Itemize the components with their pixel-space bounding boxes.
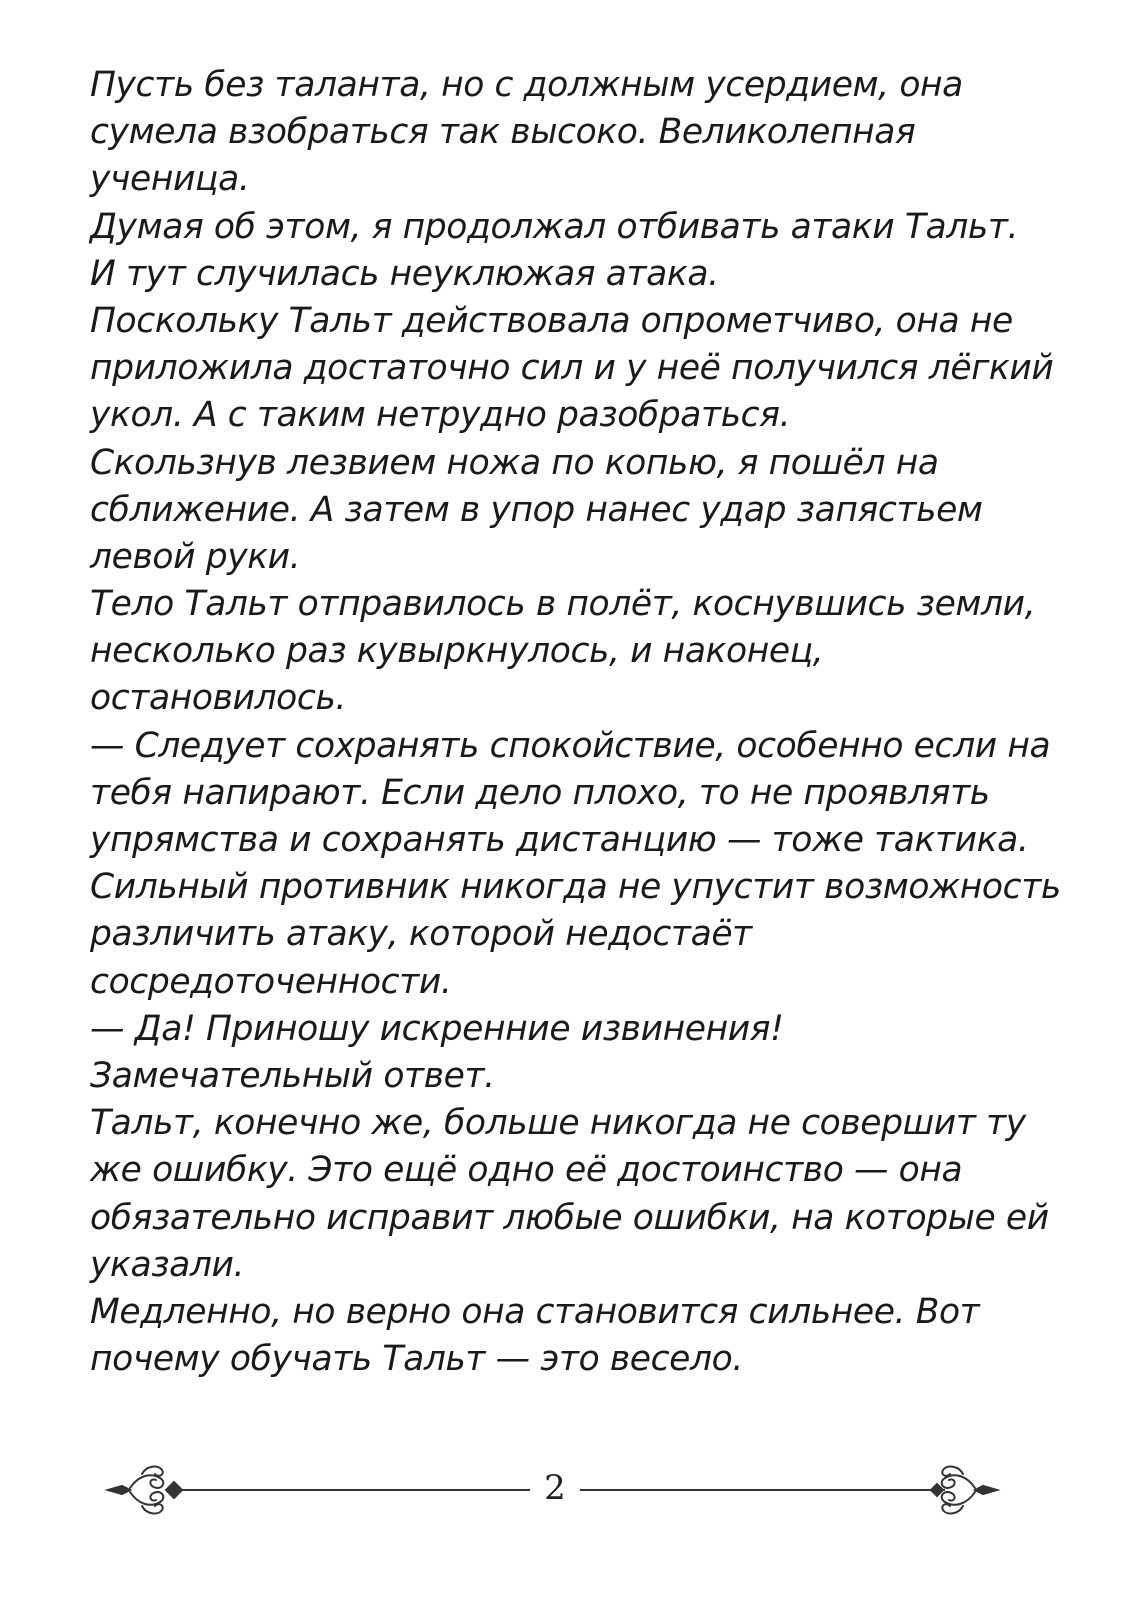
page-number: 2	[530, 1468, 580, 1508]
text-line: ученица.	[90, 159, 250, 200]
text-line: Пусть без таланта, но с должным усердием, она	[90, 65, 963, 105]
text-line: указали.	[90, 1244, 245, 1285]
body-text	[90, 62, 1061, 1383]
text-line: — Следует сохранять спокойствие, особенно если на	[90, 725, 1051, 766]
text-line: тебя напирают. Если дело плохо, то не проявлять	[90, 772, 990, 813]
text-line: Думая об этом, я продолжал отбивать атаки Тальт.	[90, 206, 1019, 247]
text-line: сумела взобраться так высоко. Великолепная	[90, 112, 916, 153]
text-line: несколько раз кувыркнулось, и наконец,	[90, 631, 824, 672]
text-line: упрямства и сохранять дистанцию — тоже тактика.	[90, 820, 1029, 860]
flourish-ornament-icon	[108, 1467, 182, 1514]
text-line: почему обучать Тальт — это весело.	[90, 1339, 743, 1380]
text-line: Тело Тальт отправилось в полёт, коснувшись земли,	[90, 584, 1036, 625]
text-line: обязательно исправит любые ошибки, на которые ей	[90, 1197, 1049, 1238]
text-line: приложила достаточно сил и у неё получился лёгкий	[90, 348, 1054, 389]
text-line: Тальт, конечно же, больше никогда не совершит ту	[90, 1103, 1026, 1144]
flourish-ornament-icon	[931, 1467, 997, 1514]
text-line: укол. А с таким нетрудно разобраться.	[90, 395, 791, 436]
text-line: Медленно, но верно она становится сильнее. Вот	[90, 1291, 980, 1332]
text-line: Поскольку Тальт действовала опрометчиво, она не	[90, 300, 1013, 341]
text-line: Замечательный ответ.	[90, 1055, 495, 1096]
page-footer	[0, 1458, 1125, 1528]
text-line: сосредоточенности.	[90, 961, 452, 1002]
text-line: И тут случилась неуклюжая атака.	[90, 253, 719, 294]
text-line: Скользнув лезвием ножа по копью, я пошёл на	[90, 442, 939, 483]
text-line: различить атаку, которой недостаёт	[90, 914, 752, 955]
text-line: Сильный противник никогда не упустит возможность	[90, 867, 1061, 908]
text-line: — Да! Приношу искренние извинения!	[90, 1008, 784, 1049]
text-line: остановилось.	[90, 678, 346, 719]
text-line: же ошибку. Это ещё одно её достоинство — она	[90, 1150, 963, 1191]
text-line: сближение. А затем в упор нанес удар запястьем	[90, 489, 983, 530]
text-line: левой руки.	[90, 536, 301, 577]
